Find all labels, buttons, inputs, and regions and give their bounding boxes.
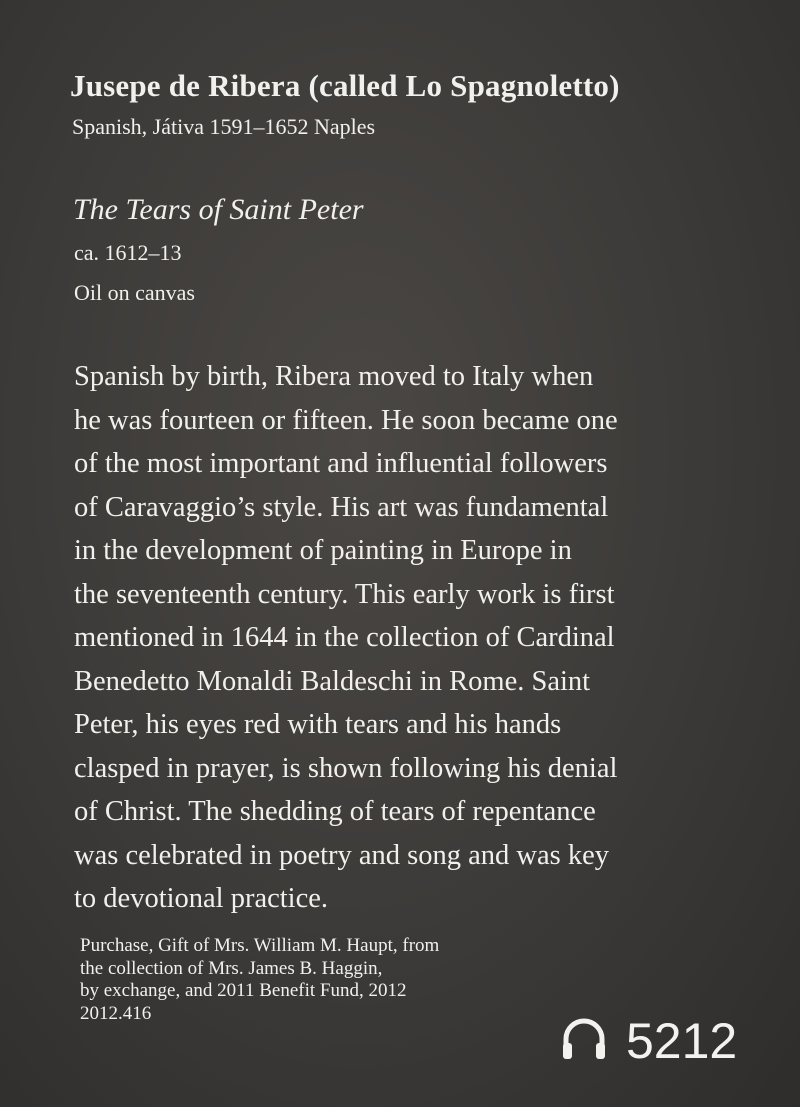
credit-line [80,935,600,1025]
artist-origin: Spanish, Játiva 1591–1652 Naples [72,114,376,139]
credit-line-text: Purchase, Gift of Mrs. William M. Haupt, from [80,935,440,956]
audio-stop-number: 5212 [626,1013,738,1069]
artwork-title: The Tears of Saint Peter [73,193,364,226]
description-line: of Christ. The shedding of tears of repentance [74,796,596,827]
headphones-icon [558,1013,610,1069]
credit-line-text: the collection of Mrs. James B. Haggin, [80,957,383,979]
artist-name: Jusepe de Ribera (called Lo Spagnoletto) [70,68,620,103]
description [74,355,734,921]
description-line: was celebrated in poetry and song and was key [74,839,609,871]
credit-line-text: by exchange, and 2011 Benefit Fund, 2012 [80,980,407,1001]
description-line: to devotional practice. [74,883,329,914]
description-line: Benedetto Monaldi Baldeschi in Rome. Saint [74,665,591,697]
description-line: of Caravaggio’s style. His art was fundamental [74,491,609,523]
description-line: he was fourteen or fifteen. He soon became one [74,404,618,436]
description-line: mentioned in 1644 in the collection of Cardinal [74,622,615,653]
artwork-medium: Oil on canvas [74,280,195,305]
description-line: Spanish by birth, Ribera moved to Italy when [74,361,594,392]
accession-number: 2012.416 [80,1002,152,1024]
description-line: of the most important and influential followers [74,448,608,479]
description-line: clasped in prayer, is shown following his denial [74,752,618,784]
description-line: in the development of painting in Europe in [74,535,572,566]
audio-guide [558,1012,737,1070]
description-line: Peter, his eyes red with tears and his hands [74,709,562,740]
artwork-date: ca. 1612–13 [74,240,182,265]
description-line: the seventeenth century. This early work is first [74,578,615,610]
